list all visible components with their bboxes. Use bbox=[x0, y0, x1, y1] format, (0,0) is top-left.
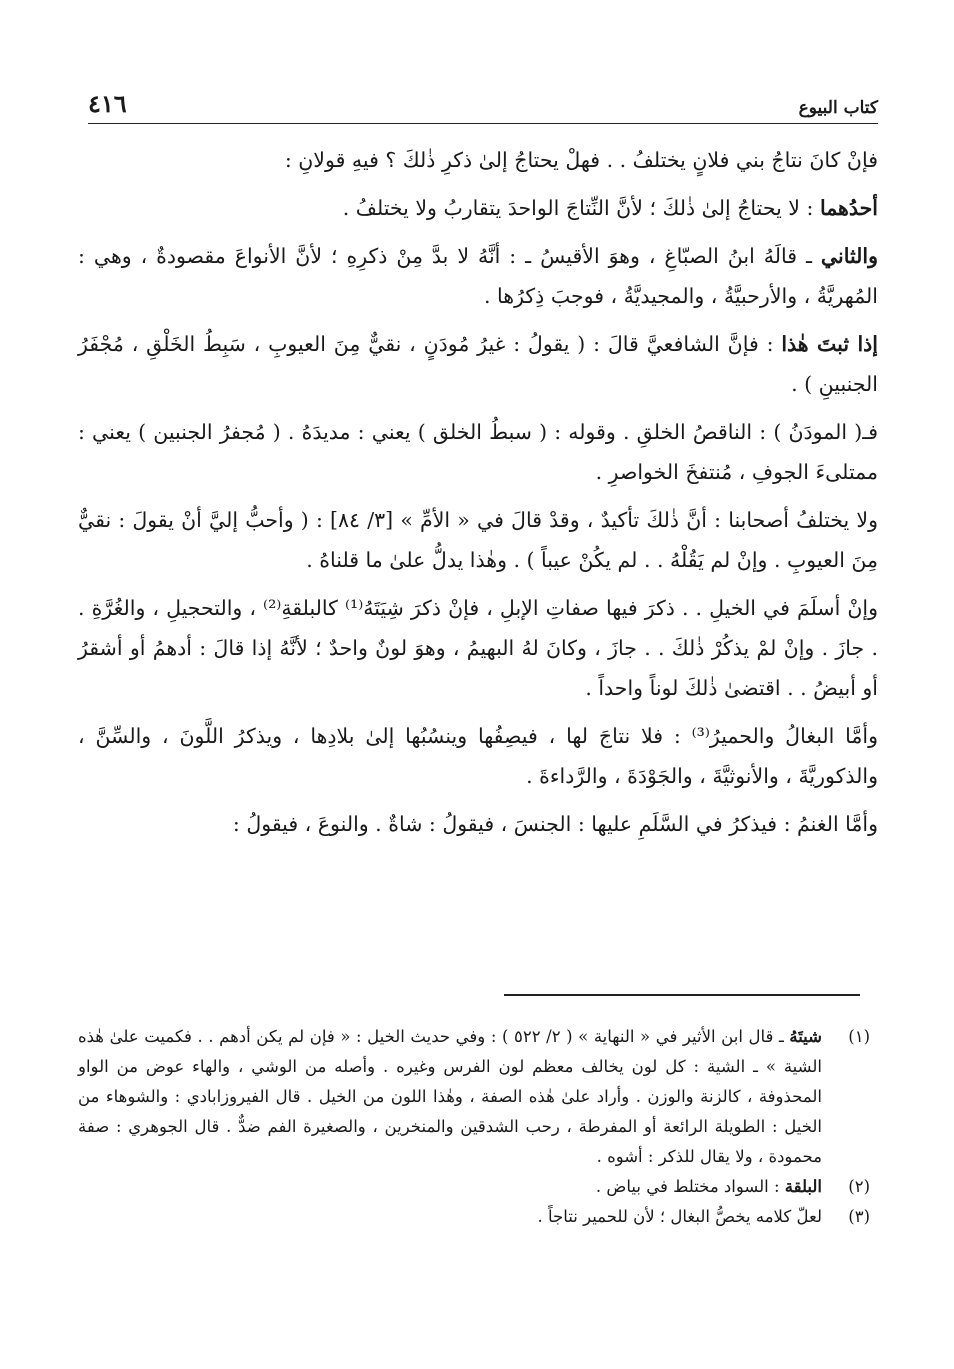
page-header bbox=[88, 88, 878, 118]
paragraph-lead: إذا ثبتَ هٰذا bbox=[781, 332, 878, 356]
paragraph bbox=[78, 716, 878, 796]
paragraph-text: وأمَّا الغنمُ : فيذكرُ في السَّلَمِ عليها : الجنسَ ، فيقولُ : شاةٌ . والنوعَ ، فيقولُ : bbox=[232, 812, 878, 836]
paragraph bbox=[78, 412, 878, 492]
paragraph-lead: والثاني bbox=[820, 244, 878, 268]
header-rule bbox=[88, 123, 878, 124]
paragraph bbox=[78, 236, 878, 316]
paragraph-text: ـ قالَهُ ابنُ الصبّاغِ ، وهوَ الأقيسُ ـ : أنَّهُ لا بدَّ مِنْ ذكرِهِ ؛ لأنَّ الأنواعَ مقصودةٌ ، وهي : المُهريَّةُ ، والأرحبيَّةُ ، والمجيديَّةُ ، فوجبَ ذِكرُها . bbox=[78, 244, 878, 308]
footnote bbox=[78, 1022, 870, 1172]
paragraph bbox=[78, 140, 878, 180]
footnote-text: لعلّ كلامه يخصُّ البغال ؛ لأن للحمير نتاجاً . bbox=[537, 1207, 822, 1226]
main-text bbox=[78, 140, 878, 852]
footnote-body bbox=[78, 1022, 822, 1172]
paragraph-text: وأمَّا البغالُ والحميرُ⁽³⁾ : فلا نتاجَ لها ، فيصِفُها وينسُبُها إلىٰ بلادِها ، ويذكرُ اللَّونَ ، والسِّنَّ ، والذكوريَّةَ ، والأنوثيَّةَ ، والجَوْدَةَ ، والرَّداءةَ . bbox=[78, 724, 878, 788]
paragraph-text: فـ( المودَنُ ) : الناقصُ الخلقِ . وقوله : ( سبطُ الخلق ) يعني : مديدَهُ . ( مُجفرُ الجنبين ) يعني : ممتلىءَ الجوفِ ، مُنتفخَ الخواصرِ . bbox=[78, 420, 879, 484]
paragraph bbox=[78, 588, 878, 708]
footnote-number: (٣) bbox=[848, 1207, 870, 1226]
paragraph bbox=[78, 188, 878, 228]
paragraph-text: : فإنَّ الشافعيَّ قالَ : ( يقولُ : غيرُ مُودَنٍ ، نقيٌّ مِنَ العيوبِ ، سَبِطُ الخَلْقِ ، مُجْفَرُ الجنبينِ ) . bbox=[78, 332, 878, 396]
footnote bbox=[78, 1172, 870, 1202]
footnote-lead: شيتَهُ bbox=[789, 1027, 822, 1046]
footnote-number: (٢) bbox=[848, 1177, 870, 1196]
page-number: ٤١٦ bbox=[88, 89, 127, 118]
footnote-number: (١) bbox=[848, 1027, 870, 1046]
footnote-body bbox=[78, 1202, 822, 1232]
paragraph-text: : لا يحتاجُ إلىٰ ذٰلكَ ؛ لأنَّ النِّتاجَ الواحدَ يتقاربُ ولا يختلفُ . bbox=[342, 196, 820, 220]
paragraph-text: ولا يختلفُ أصحابنا : أنَّ ذٰلكَ تأكيدٌ ، وقدْ قالَ في « الأمِّ » [٣/ ٨٤] : ( وأحبُّ إليَّ أنْ يقولَ : نقيٌّ مِنَ العيوبِ . وإنْ لم يَقُلْهُ . . لم يكُنْ عيباً ) . وهٰذا يدلُّ علىٰ ما قلناهُ . bbox=[78, 508, 878, 572]
footnote-text: ـ قال ابن الأثير في « النهاية » ( ٢/ ٥٢٢ ) : وفي حديث الخيل : « فإن لم يكن أدهم . . فكميت علىٰ هٰذه الشية » ـ الشية : كل لون يخالف معظم لون الفرس وغيره . وأصله من الوشي ، والهاء عوض من الواو المحذوفة ، كالزنة والوزن . وأراد علىٰ هٰذه الصفة ، وهٰذا اللون من الخيل . قال الفيروزابادي : والشوهاء من الخيل : الطويلة الرائعة أو المفرطة ، رحب الشدقين والمنخرين ، والصغيرة الفم ضدٌّ . قال الجوهري : صفة محمودة ، ولا يقال للذكر : أشوه . bbox=[78, 1027, 822, 1166]
footnote-lead: البلقة bbox=[784, 1177, 822, 1196]
footnote-body bbox=[78, 1172, 822, 1202]
paragraph-text: فإنْ كانَ نتاجُ بني فلانٍ يختلفُ . . فهلْ يحتاجُ إلىٰ ذكرِ ذٰلكَ ؟ فيهِ قولانِ : bbox=[284, 148, 878, 172]
paragraph bbox=[78, 500, 878, 580]
paragraph bbox=[78, 804, 878, 844]
running-title: كتاب البيوع bbox=[798, 98, 878, 118]
paragraph bbox=[78, 324, 878, 404]
footnote bbox=[78, 1202, 870, 1232]
footnote-rule bbox=[504, 994, 860, 996]
footnotes bbox=[78, 1022, 870, 1232]
paragraph-lead: أحدُهما bbox=[819, 196, 878, 220]
footnote-text: : السواد مختلط في بياض . bbox=[595, 1177, 785, 1196]
paragraph-text: وإنْ أسلَمَ في الخيلِ . . ذكرَ فيها صفاتِ الإبلِ ، فإنْ ذكرَ شِيَتَهُ⁽¹⁾ كالبلقةِ⁽²⁾ ، والتحجيلِ ، والغُرَّةِ . . جازَ . وإنْ لمْ يذكُرْ ذٰلكَ . . جازَ ، وكانَ لهُ البهيمُ ، وهوَ لونٌ واحدٌ ؛ لأنَّهُ إذا قالَ : أدهمُ أو أشقرُ أو أبيضُ . . اقتضىٰ ذٰلكَ لوناً واحداً . bbox=[78, 596, 879, 700]
